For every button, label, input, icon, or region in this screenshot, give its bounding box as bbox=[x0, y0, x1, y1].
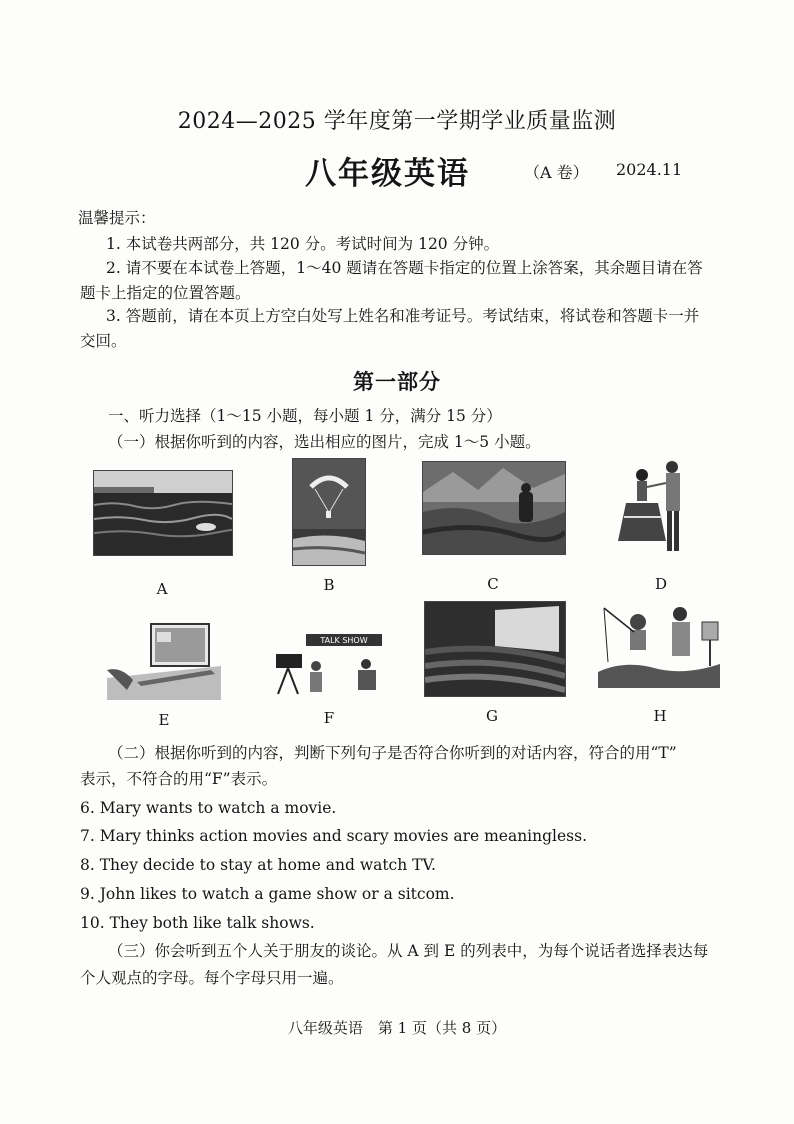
paper-version-tag: （A 卷） bbox=[524, 163, 589, 182]
title-row bbox=[0, 148, 794, 192]
picture-label-a: A bbox=[156, 580, 168, 598]
sub-section-2-instruction: （二）根据你听到的内容，判断下列句子是否符合你听到的对话内容，符合的用“T” bbox=[108, 744, 677, 762]
exam-date: 2024.11 bbox=[616, 160, 683, 179]
paraglider-photo bbox=[292, 458, 366, 566]
picture-label-g: G bbox=[486, 707, 498, 725]
question-7: 7. Mary thinks action movies and scary movies are meaningless. bbox=[80, 827, 588, 845]
cinema-audience-photo bbox=[424, 601, 566, 697]
sub-section-2-instruction-cont: 表示，不符合的用“F”表示。 bbox=[80, 770, 278, 788]
notice-item-2: 2. 请不要在本试卷上答题，1～40 题请在答题卡指定的位置上涂答案，其余题目请在答 bbox=[106, 259, 703, 277]
exam-header-line: 2024—2025 学年度第一学期学业质量监测 bbox=[177, 109, 617, 134]
talk-show-sign-text: TALK SHOW bbox=[320, 636, 368, 645]
sub-section-1-instruction: （一）根据你听到的内容，选出相应的图片，完成 1～5 小题。 bbox=[108, 433, 541, 451]
notice-item-3: 3. 答题前，请在本页上方空白处写上姓名和准考证号。考试结束，将试卷和答题卡一并 bbox=[106, 307, 700, 325]
picture-label-c: C bbox=[487, 575, 499, 593]
sub-section-3-instruction-cont: 个人观点的字母。每个字母只用一遍。 bbox=[80, 969, 344, 987]
talk-show-studio-photo bbox=[266, 632, 392, 696]
picture-label-e: E bbox=[158, 711, 170, 729]
question-8: 8. They decide to stay at home and watch TV. bbox=[80, 856, 436, 874]
picture-label-h: H bbox=[653, 707, 667, 725]
sea-swimmer-photo bbox=[93, 470, 233, 556]
question-10: 10. They both like talk shows. bbox=[80, 914, 315, 932]
picture-label-f: F bbox=[323, 709, 335, 727]
sub-section-3-instruction: （三）你会听到五个人关于朋友的谈论。从 A 到 E 的列表中，为每个说话者选择表达每 bbox=[108, 942, 709, 960]
dancing-couple-photo bbox=[618, 457, 698, 563]
laptop-photo bbox=[107, 620, 221, 700]
notice-item-1: 1. 本试卷共两部分，共 120 分。考试时间为 120 分钟。 bbox=[106, 235, 500, 253]
picture-label-b: B bbox=[323, 576, 335, 594]
listening-section-heading: 一、听力选择（1～15 小题，每小题 1 分，满分 15 分） bbox=[108, 407, 502, 425]
question-6: 6. Mary wants to watch a movie. bbox=[80, 799, 337, 817]
mountain-hikers-photo bbox=[422, 461, 566, 555]
notice-item-2-cont: 题卡上指定的位置答题。 bbox=[80, 284, 251, 302]
notice-item-3-cont: 交回。 bbox=[80, 332, 127, 350]
page-footer: 八年级英语 第 1 页（共 8 页） bbox=[287, 1019, 507, 1037]
part-one-title: 第一部分 bbox=[353, 369, 441, 394]
picture-label-d: D bbox=[654, 575, 668, 593]
notice-heading: 温馨提示： bbox=[78, 209, 156, 227]
fishing-cartoon-photo bbox=[594, 602, 724, 694]
paper-title: 八年级英语 bbox=[305, 156, 470, 192]
question-9: 9. John likes to watch a game show or a sitcom. bbox=[80, 885, 455, 903]
